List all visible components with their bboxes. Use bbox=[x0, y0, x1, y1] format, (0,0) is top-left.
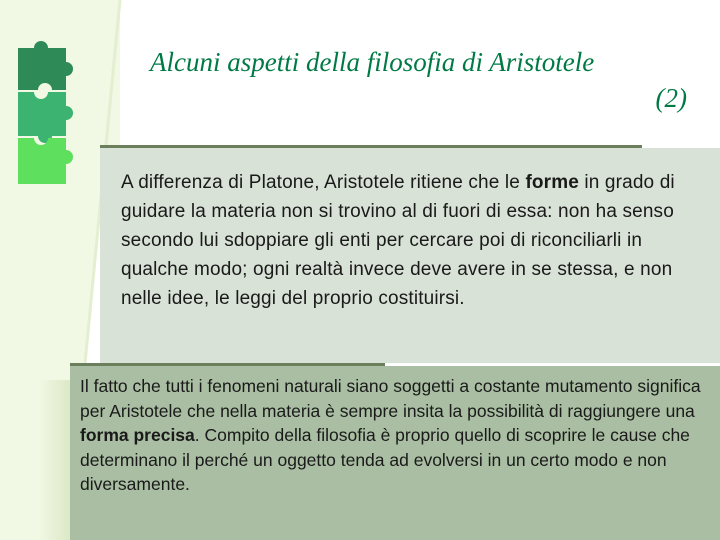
title-line-1: Alcuni aspetti della filosofia di Aristotele bbox=[150, 47, 595, 77]
block-2-text-start: Il fatto che tutti i fenomeni naturali siano soggetti a costante mutamento significa per Aristotele che nella materia è sempre insita la possibilità di raggiungere una bbox=[80, 376, 701, 421]
block-1-text-end: in grado di guidare la materia non si trovino al di fuori di essa: non ha senso secondo lui sdoppiare gli enti per cercare poi di riconciliarli in qualche modo; ogni realtà invece deve avere in se stessa, e non nelle idee, le leggi del proprio costituirsi. bbox=[121, 172, 675, 309]
left-shade bbox=[40, 380, 70, 540]
slide-title bbox=[150, 44, 687, 116]
block-1-paragraph bbox=[121, 168, 711, 313]
block-1-text-start: A differenza di Platone, Aristotele ritiene che le bbox=[121, 172, 526, 193]
block-1-bold-term: forme bbox=[525, 172, 579, 193]
block-2-text-end: . Compito della filosofia è proprio quello di scoprire le cause che determinano il perché un oggetto tenda ad evolversi in un certo modo e non diversamente. bbox=[80, 425, 690, 495]
text-block-2 bbox=[70, 366, 720, 540]
block-2-bold-term: forma precisa bbox=[80, 425, 195, 446]
text-block-1 bbox=[100, 148, 720, 363]
puzzle-pieces-icon bbox=[10, 30, 100, 200]
block-2-paragraph bbox=[80, 374, 710, 497]
title-line-2: (2) bbox=[655, 83, 687, 113]
